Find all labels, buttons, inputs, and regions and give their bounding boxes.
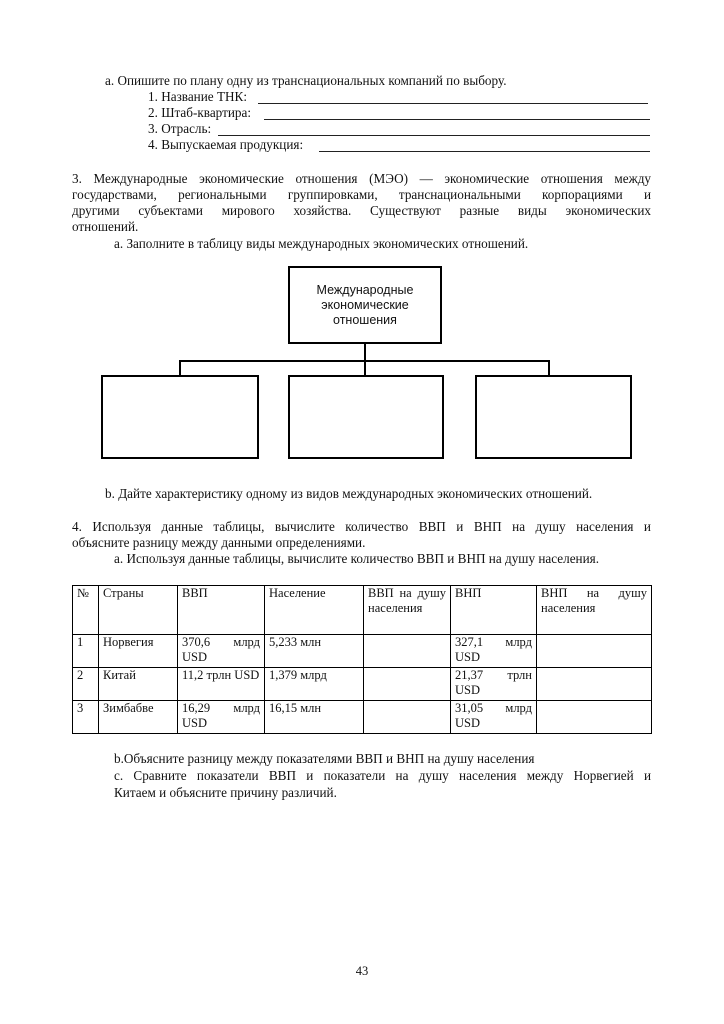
header-number: №: [73, 586, 99, 635]
diagram-title-line-2: экономические: [321, 297, 409, 312]
diagram-connector-middle: [364, 360, 366, 376]
diagram-answer-box-1[interactable]: [101, 375, 259, 459]
q3-task-a: a. Заполните в таблицу виды международных экономических отношений.: [114, 236, 529, 251]
q3-task-b: b. Дайте характеристику одному из видов международных экономических отношений.: [105, 486, 593, 501]
table-header-row: [73, 586, 652, 635]
q4-task-b: b.Объясните разницу между показателями ВВП и ВНП на душу населения: [114, 751, 535, 766]
answer-line-products[interactable]: [319, 151, 650, 152]
diagram-connector-vertical: [364, 344, 366, 361]
cell-population: 5,233 млн: [265, 635, 364, 668]
q4-line-1: 4. Используя данные таблицы, вычислите количество ВВП и ВНП на душу населения и: [72, 519, 651, 534]
diagram-root-title: [288, 266, 442, 344]
cell-country: Зимбабве: [99, 701, 178, 734]
plan-item-products: 4. Выпускаемая продукция:: [148, 137, 304, 152]
gdp-gnp-table: [72, 585, 652, 734]
header-gdp-per-capita: ВВП на душу населения: [364, 586, 451, 635]
cell-gdp-per-capita-input[interactable]: [364, 635, 451, 668]
q3-line-1: 3. Международные экономические отношения (МЭО) — экономические отношения между: [72, 171, 651, 186]
cell-gdp: 370,6 млрд USD: [178, 635, 265, 668]
cell-population: 1,379 млрд: [265, 668, 364, 701]
diagram-answer-box-3[interactable]: [475, 375, 632, 459]
cell-number: 3: [73, 701, 99, 734]
header-gdp: ВВП: [178, 586, 265, 635]
cell-gnp: 327,1 млрд USD: [451, 635, 537, 668]
diagram-title-line-3: отношения: [333, 312, 397, 327]
cell-number: 1: [73, 635, 99, 668]
table-row: [73, 635, 652, 668]
q4-line-2: объясните разницу между данными определениями.: [72, 535, 366, 550]
q4-task-c-line-1: c. Сравните показатели ВВП и показатели на душу населения между Норвегией и: [114, 768, 651, 783]
cell-gnp-per-capita-input[interactable]: [537, 668, 652, 701]
plan-item-name: 1. Название ТНК:: [148, 89, 247, 104]
diagram-answer-box-2[interactable]: [288, 375, 444, 459]
answer-line-name[interactable]: [258, 103, 648, 104]
header-gnp: ВНП: [451, 586, 537, 635]
plan-item-headquarters: 2. Штаб-квартира:: [148, 105, 252, 120]
diagram-title-line-1: Международные: [316, 282, 414, 297]
page-number: 43: [355, 964, 369, 978]
q3-line-4: отношений.: [72, 219, 139, 234]
q3-line-2: государствами, региональными группировками, транснациональными корпорациями и: [72, 187, 651, 202]
cell-gnp: 31,05 млрд USD: [451, 701, 537, 734]
table-row: [73, 701, 652, 734]
header-country: Страны: [99, 586, 178, 635]
cell-gdp-per-capita-input[interactable]: [364, 668, 451, 701]
cell-gdp-per-capita-input[interactable]: [364, 701, 451, 734]
cell-gdp: 11,2 трлн USD: [178, 668, 265, 701]
cell-country: Норвегия: [99, 635, 178, 668]
q3-line-3: другими субъектами мирового хозяйства. Существуют разные виды экономических: [72, 203, 651, 218]
cell-gnp-per-capita-input[interactable]: [537, 635, 652, 668]
cell-gnp: 21,37 трлн USD: [451, 668, 537, 701]
header-gnp-per-capita: ВНП на душу населения: [537, 586, 652, 635]
table-row: [73, 668, 652, 701]
diagram-connector-right: [548, 360, 550, 376]
answer-line-industry[interactable]: [218, 135, 650, 136]
header-population: Население: [265, 586, 364, 635]
q4-task-a: a. Используя данные таблицы, вычислите количество ВВП и ВНП на душу населения.: [114, 551, 600, 566]
cell-gdp: 16,29 млрд USD: [178, 701, 265, 734]
diagram-connector-left: [179, 360, 181, 376]
tnc-task-intro: a. Опишите по плану одну из транснациональных компаний по выбору.: [105, 73, 507, 88]
plan-item-industry: 3. Отрасль:: [148, 121, 212, 136]
cell-country: Китай: [99, 668, 178, 701]
cell-gnp-per-capita-input[interactable]: [537, 701, 652, 734]
answer-line-headquarters[interactable]: [264, 119, 650, 120]
q4-task-c-line-2: Китаем и объясните причину различий.: [114, 785, 337, 800]
cell-population: 16,15 млн: [265, 701, 364, 734]
cell-number: 2: [73, 668, 99, 701]
